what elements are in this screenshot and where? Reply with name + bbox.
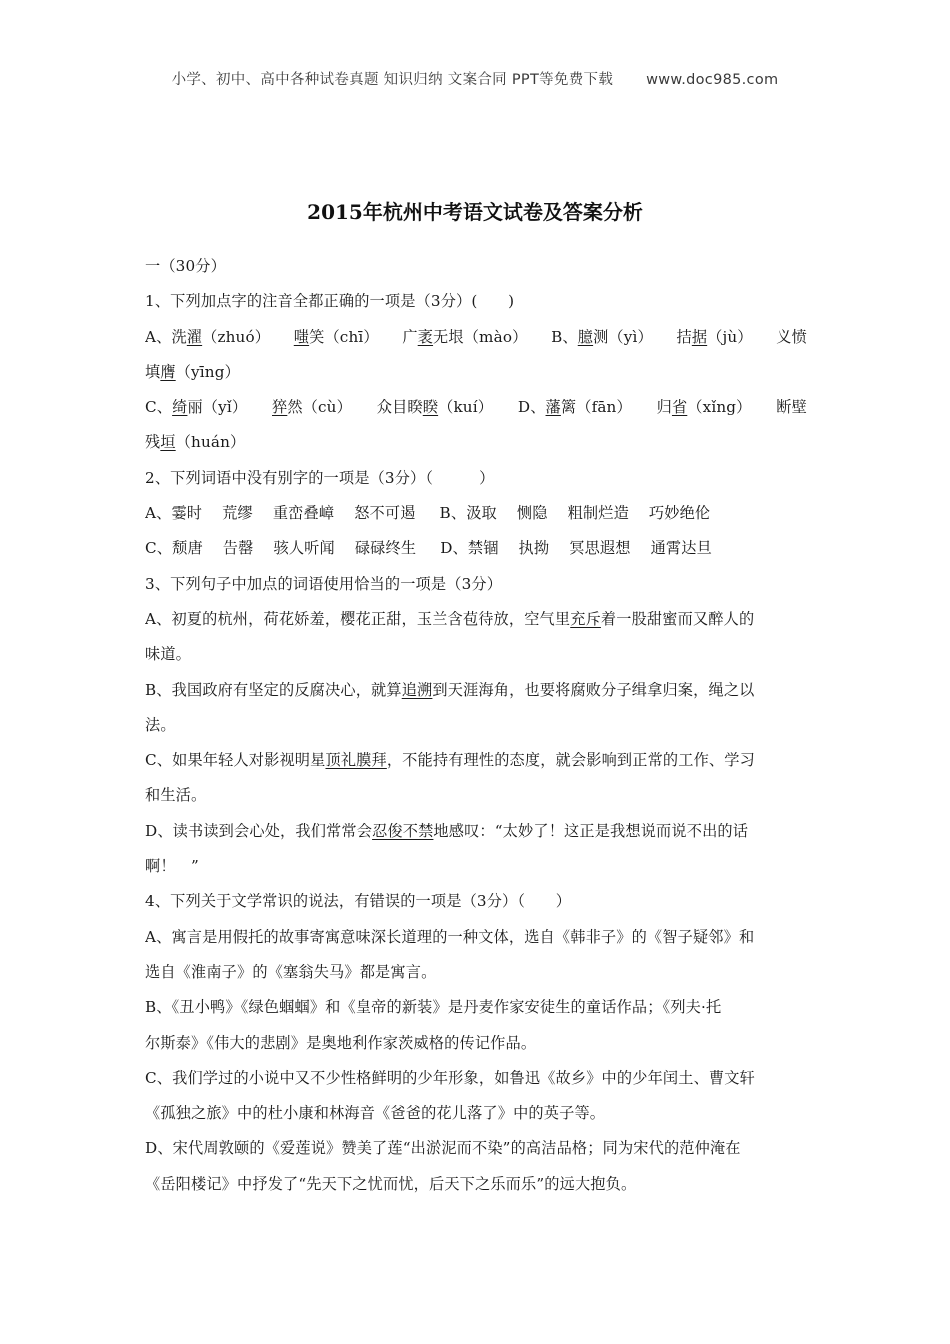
q1-option-c2: 猝然（cù） (272, 398, 352, 417)
q3-option-b: B、我国政府有坚定的反腐决心，就算追溯到天涯海角，也要将腐败分子缉拿归案，绳之以 (145, 680, 755, 699)
q4-option-d-cont: 《岳阳楼记》中抒发了“先天下之忧而忧，后天下之乐而乐”的远大抱负。 (145, 1174, 637, 1193)
q4-option-a: A、寓言是用假托的故事寄寓意味深长道理的一种文体，选自《韩非子》的《智子疑邻》和 (145, 927, 755, 946)
q1-option-b3: 义愤 (776, 327, 807, 346)
q3-stem: 3、下列句子中加点的词语使用恰当的一项是（3分） (145, 574, 503, 593)
q3-option-c-cont: 和生活。 (145, 786, 207, 805)
q1-option-a1: A、洗濯（zhuó） (145, 327, 271, 346)
q4-option-d: D、宋代周敦颐的《爱莲说》赞美了莲“出淤泥而不染”的高洁品格；同为宋代的范仲淹在 (145, 1139, 741, 1158)
q1-option-c3: 众目睽睽（kuí） (376, 398, 494, 417)
q3-option-d: D、读书读到会心处，我们常常会忍俊不禁地感叹：“太妙了！这正是我想说而说不出的话 (145, 821, 749, 840)
header-site-url: www.doc985.com (646, 72, 779, 88)
q1-option-d1: D、藩篱（fān） (517, 398, 632, 417)
q3-option-c: C、如果年轻人对影视明星顶礼膜拜，不能持有理性的态度，就会影响到正常的工作、学习 (145, 751, 755, 770)
header-text: 小学、初中、高中各种试卷真题 知识归纳 文案合同 PPT等免费下载 (171, 72, 614, 88)
q4-option-b: B、《丑小鸭》《绿色蝈蝈》和《皇帝的新装》是丹麦作家安徒生的童话作品；《列夫·托 (145, 998, 722, 1017)
q4-option-a-cont: 选自《淮南子》的《塞翁失马》都是寓言。 (145, 962, 437, 981)
q1-option-c1: C、绮丽（yǐ） (145, 398, 248, 417)
q1-option-d2: 归省（xǐng） (656, 398, 752, 417)
q1-option-a3: 广袤无垠（mào） (402, 327, 528, 346)
q1-stem: 1、下列加点字的注音全都正确的一项是（3分）( ) (145, 292, 515, 311)
q2-stem: 2、下列词语中没有别字的一项是（3分）（ ） (145, 468, 495, 487)
q3-option-a-cont: 味道。 (145, 645, 192, 664)
q1-option-b2: 拮据（jù） (676, 327, 753, 346)
q4-option-c-cont: 《孤独之旅》中的杜小康和林海音《爸爸的花儿落了》中的英子等。 (145, 1104, 606, 1123)
q4-option-b-cont: 尔斯泰》《伟大的悲剧》是奥地利作家茨威格的传记作品。 (145, 1033, 537, 1052)
q3-option-b-cont: 法。 (145, 715, 176, 734)
q1-line-4: 残垣（huán） (145, 433, 246, 452)
q3-option-d-cont: 啊！ ” (145, 857, 199, 876)
section-heading: 一（30分） (145, 257, 226, 275)
page-title: 2015年杭州中考语文试卷及答案分析 (307, 200, 643, 224)
q3-option-a: A、初夏的杭州，荷花娇羞，樱花正甜，玉兰含苞待放，空气里充斥着一股甜蜜而又醉人的 (145, 609, 755, 628)
exam-body (145, 249, 807, 1202)
q1-line-3 (145, 390, 807, 425)
q2-row-2: C、颓唐 告罄 骇人听闻 碌碌终生 D、禁锢 执拗 冥思遐想 通霄达旦 (145, 539, 712, 558)
q1-line-2: 填膺（yīng） (145, 362, 240, 381)
q2-row-1: A、霎时 荒缪 重峦叠嶂 怒不可遏 B、汲取 恻隐 粗制烂造 巧妙绝伦 (145, 504, 711, 523)
q1-option-d3: 断壁 (776, 398, 807, 417)
q4-option-c: C、我们学过的小说中又不少性格鲜明的少年形象，如鲁迅《故乡》中的少年闰土、曹文轩 (145, 1068, 755, 1087)
q4-stem: 4、下列关于文学常识的说法，有错误的一项是（3分）（ ） (145, 892, 572, 911)
site-header (0, 68, 950, 89)
q1-option-b1: B、臆测（yì） (551, 327, 653, 346)
q1-option-a2: 嗤笑（chī） (293, 327, 379, 346)
q1-line-1 (145, 320, 807, 355)
